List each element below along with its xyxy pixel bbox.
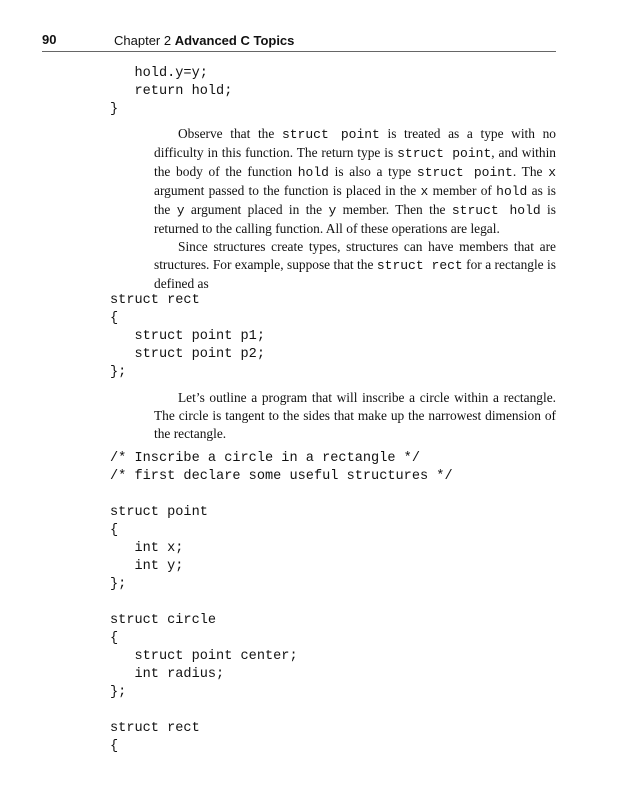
running-head (114, 33, 294, 48)
chapter-label: Chapter 2 (114, 33, 172, 48)
paragraph-struct-point-type: Observe that the struct point is treated as a type with no difficulty in this function. The return type is struct point, and within the body of the function hold is also a type struct point. The x argument passed to the function is placed in the x member of hold as is the y argument placed in the y member. Then the struct hold is returned to the calling function. All of these operations are legal. (154, 126, 556, 236)
code-block-function-end: hold.y=y; return hold; } (110, 66, 233, 117)
code-block-struct-rect: struct rect { struct point p1; struct point p2; }; (110, 293, 265, 380)
paragraph-nested-structures: Since structures create types, structures can have members that are structures. For example, suppose that the struct rect for a rectangle is defined as (154, 239, 556, 291)
chapter-title: Advanced C Topics (174, 33, 295, 48)
prose-section-2 (154, 389, 556, 443)
paragraph-inscribe-circle: Let’s outline a program that will inscribe a circle within a rectangle. The circle is tangent to the sides that make up the narrowest dimension of the rectangle. (154, 390, 556, 441)
page-header (42, 31, 556, 52)
prose-section-1 (154, 125, 556, 293)
page-number: 90 (42, 32, 57, 47)
code-block-inscribe-program: /* Inscribe a circle in a rectangle */ /* first declare some useful structures */ struct point { int x; int y; }; struct circle { struct point center; int radius; }; struct rect { (110, 451, 453, 754)
